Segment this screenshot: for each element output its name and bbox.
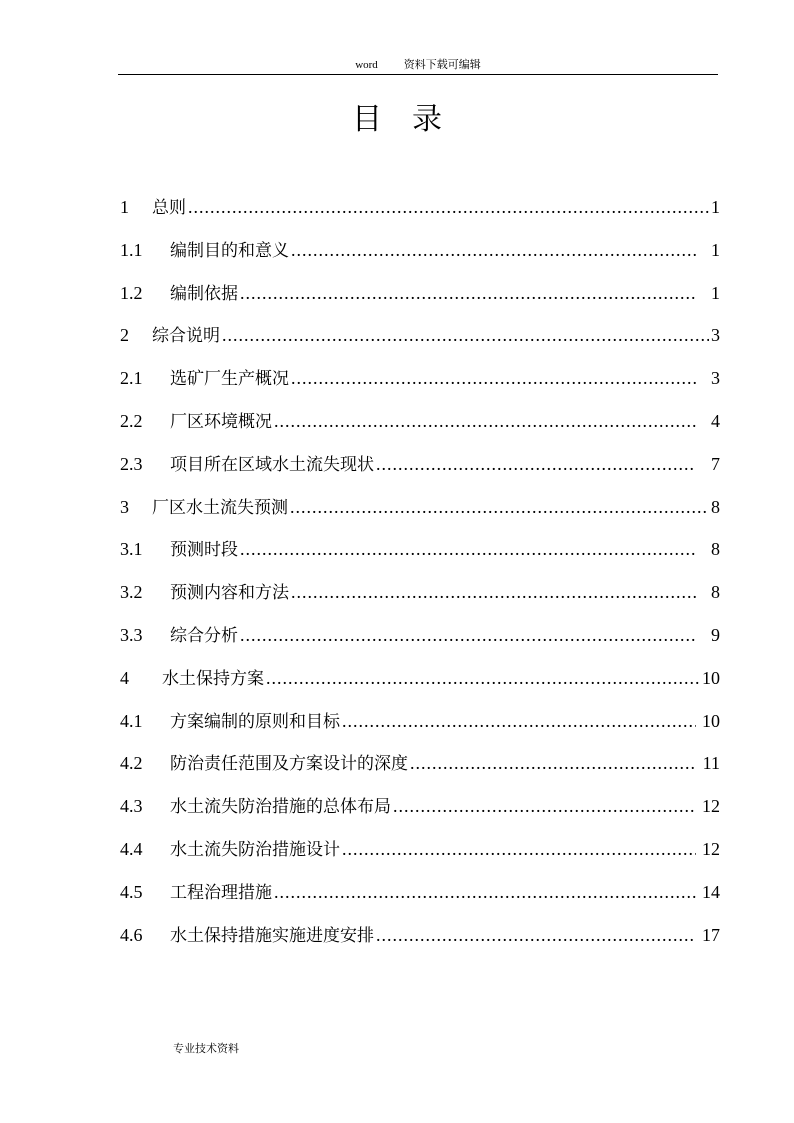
toc-leader-dots bbox=[188, 186, 709, 229]
toc-entry-number: 2.1 bbox=[120, 368, 143, 389]
page-header bbox=[118, 56, 718, 74]
toc-leader-dots bbox=[274, 871, 696, 914]
toc-leader-dots bbox=[240, 528, 696, 571]
toc-entry-title: 厂区水土流失预测 bbox=[152, 497, 288, 518]
toc-entry-title: 编制依据 bbox=[170, 283, 238, 304]
toc-entry-page: 8 bbox=[711, 582, 720, 603]
toc-entry[interactable] bbox=[120, 742, 720, 785]
toc-entry[interactable] bbox=[120, 528, 720, 571]
toc-entry[interactable] bbox=[120, 229, 720, 272]
toc-entry[interactable] bbox=[120, 700, 720, 743]
toc-entry-number: 4.6 bbox=[120, 924, 143, 945]
toc-entry-title: 厂区环境概况 bbox=[170, 411, 272, 432]
toc-entry-page: 10 bbox=[702, 710, 720, 731]
toc-entry-page: 3 bbox=[711, 368, 720, 389]
toc-entry-title: 预测内容和方法 bbox=[170, 583, 289, 604]
toc-entry[interactable] bbox=[120, 486, 720, 529]
toc-entry-title: 水土流失防治措施的总体布局 bbox=[170, 797, 391, 818]
toc-entry-number: 2 bbox=[120, 325, 129, 346]
toc-leader-dots bbox=[274, 400, 696, 443]
toc-entry[interactable] bbox=[120, 828, 720, 871]
toc-entry-number: 4 bbox=[120, 667, 129, 688]
toc-leader-dots bbox=[290, 486, 709, 529]
toc-entry-page: 8 bbox=[711, 496, 720, 517]
page-footer: 专业技术资料 bbox=[173, 1042, 239, 1055]
toc-entry-title: 总则 bbox=[152, 198, 186, 218]
toc-entry-page: 12 bbox=[702, 838, 720, 859]
toc-entry-number: 4.4 bbox=[120, 838, 143, 859]
toc-leader-dots bbox=[410, 742, 696, 785]
toc-entry-number: 3.1 bbox=[120, 539, 143, 560]
toc-entry[interactable] bbox=[120, 571, 720, 614]
toc-entry-title: 方案编制的原则和目标 bbox=[170, 711, 340, 732]
header-text: 资料下载可编辑 bbox=[403, 58, 481, 71]
toc-entry-title: 编制目的和意义 bbox=[170, 240, 289, 261]
toc-leader-dots bbox=[291, 571, 696, 614]
toc-entry-page: 11 bbox=[702, 753, 720, 774]
table-of-contents bbox=[120, 186, 720, 956]
toc-entry-page: 14 bbox=[702, 881, 720, 902]
toc-entry[interactable] bbox=[120, 871, 720, 914]
toc-entry-title: 项目所在区域水土流失现状 bbox=[170, 454, 374, 475]
toc-entry-page: 12 bbox=[702, 796, 720, 817]
toc-entry-title: 工程治理措施 bbox=[170, 882, 272, 903]
toc-entry-number: 2.2 bbox=[120, 410, 143, 431]
toc-leader-dots bbox=[240, 614, 696, 657]
toc-entry[interactable] bbox=[120, 443, 720, 486]
toc-entry-title: 防治责任范围及方案设计的深度 bbox=[170, 754, 408, 775]
toc-entry-page: 8 bbox=[711, 539, 720, 560]
toc-entry[interactable] bbox=[120, 614, 720, 657]
toc-entry-title: 预测时段 bbox=[170, 540, 238, 561]
toc-leader-dots bbox=[222, 314, 709, 357]
toc-entry-page: 1 bbox=[711, 239, 720, 260]
toc-leader-dots bbox=[342, 700, 696, 743]
toc-entry-title: 综合说明 bbox=[152, 326, 220, 347]
toc-entry-number: 4.1 bbox=[120, 710, 143, 731]
toc-entry[interactable] bbox=[120, 272, 720, 315]
toc-entry-title: 水土保持方案 bbox=[162, 668, 264, 689]
toc-entry-number: 1 bbox=[120, 197, 129, 217]
toc-entry-page: 1 bbox=[711, 197, 720, 217]
toc-entry[interactable] bbox=[120, 914, 720, 957]
toc-entry-number: 3 bbox=[120, 496, 129, 517]
toc-entry-title: 水土流失防治措施设计 bbox=[170, 839, 340, 860]
toc-leader-dots bbox=[376, 914, 696, 957]
toc-entry[interactable] bbox=[120, 785, 720, 828]
toc-entry-page: 7 bbox=[711, 453, 720, 474]
toc-entry-number: 2.3 bbox=[120, 453, 143, 474]
toc-entry-number: 4.3 bbox=[120, 796, 143, 817]
header-rule bbox=[118, 74, 718, 75]
toc-entry-number: 4.2 bbox=[120, 753, 143, 774]
toc-entry-number: 4.5 bbox=[120, 881, 143, 902]
toc-entry-page: 9 bbox=[711, 624, 720, 645]
toc-entry-page: 10 bbox=[702, 667, 720, 688]
toc-entry-page: 17 bbox=[702, 924, 720, 945]
header-word: word bbox=[355, 59, 378, 71]
toc-entry-number: 3.2 bbox=[120, 582, 143, 603]
toc-entry-page: 1 bbox=[711, 282, 720, 303]
toc-entry-title: 选矿厂生产概况 bbox=[170, 369, 289, 390]
toc-leader-dots bbox=[291, 229, 696, 272]
page-title: 目录 bbox=[352, 102, 472, 137]
toc-entry[interactable] bbox=[120, 186, 720, 229]
toc-entry-title: 水土保持措施实施进度安排 bbox=[170, 925, 374, 946]
toc-entry-number: 3.3 bbox=[120, 624, 143, 645]
toc-entry-page: 4 bbox=[711, 410, 720, 431]
toc-entry[interactable] bbox=[120, 657, 720, 700]
toc-entry-page: 3 bbox=[711, 325, 720, 346]
toc-entry-title: 综合分析 bbox=[170, 625, 238, 646]
toc-leader-dots bbox=[376, 443, 696, 486]
toc-entry[interactable] bbox=[120, 400, 720, 443]
toc-leader-dots bbox=[266, 657, 700, 700]
toc-leader-dots bbox=[291, 357, 696, 400]
toc-entry[interactable] bbox=[120, 357, 720, 400]
toc-leader-dots bbox=[342, 828, 696, 871]
toc-entry[interactable] bbox=[120, 314, 720, 357]
toc-entry-number: 1.2 bbox=[120, 282, 143, 303]
toc-entry-number: 1.1 bbox=[120, 239, 143, 260]
toc-leader-dots bbox=[240, 272, 696, 315]
toc-leader-dots bbox=[393, 785, 696, 828]
